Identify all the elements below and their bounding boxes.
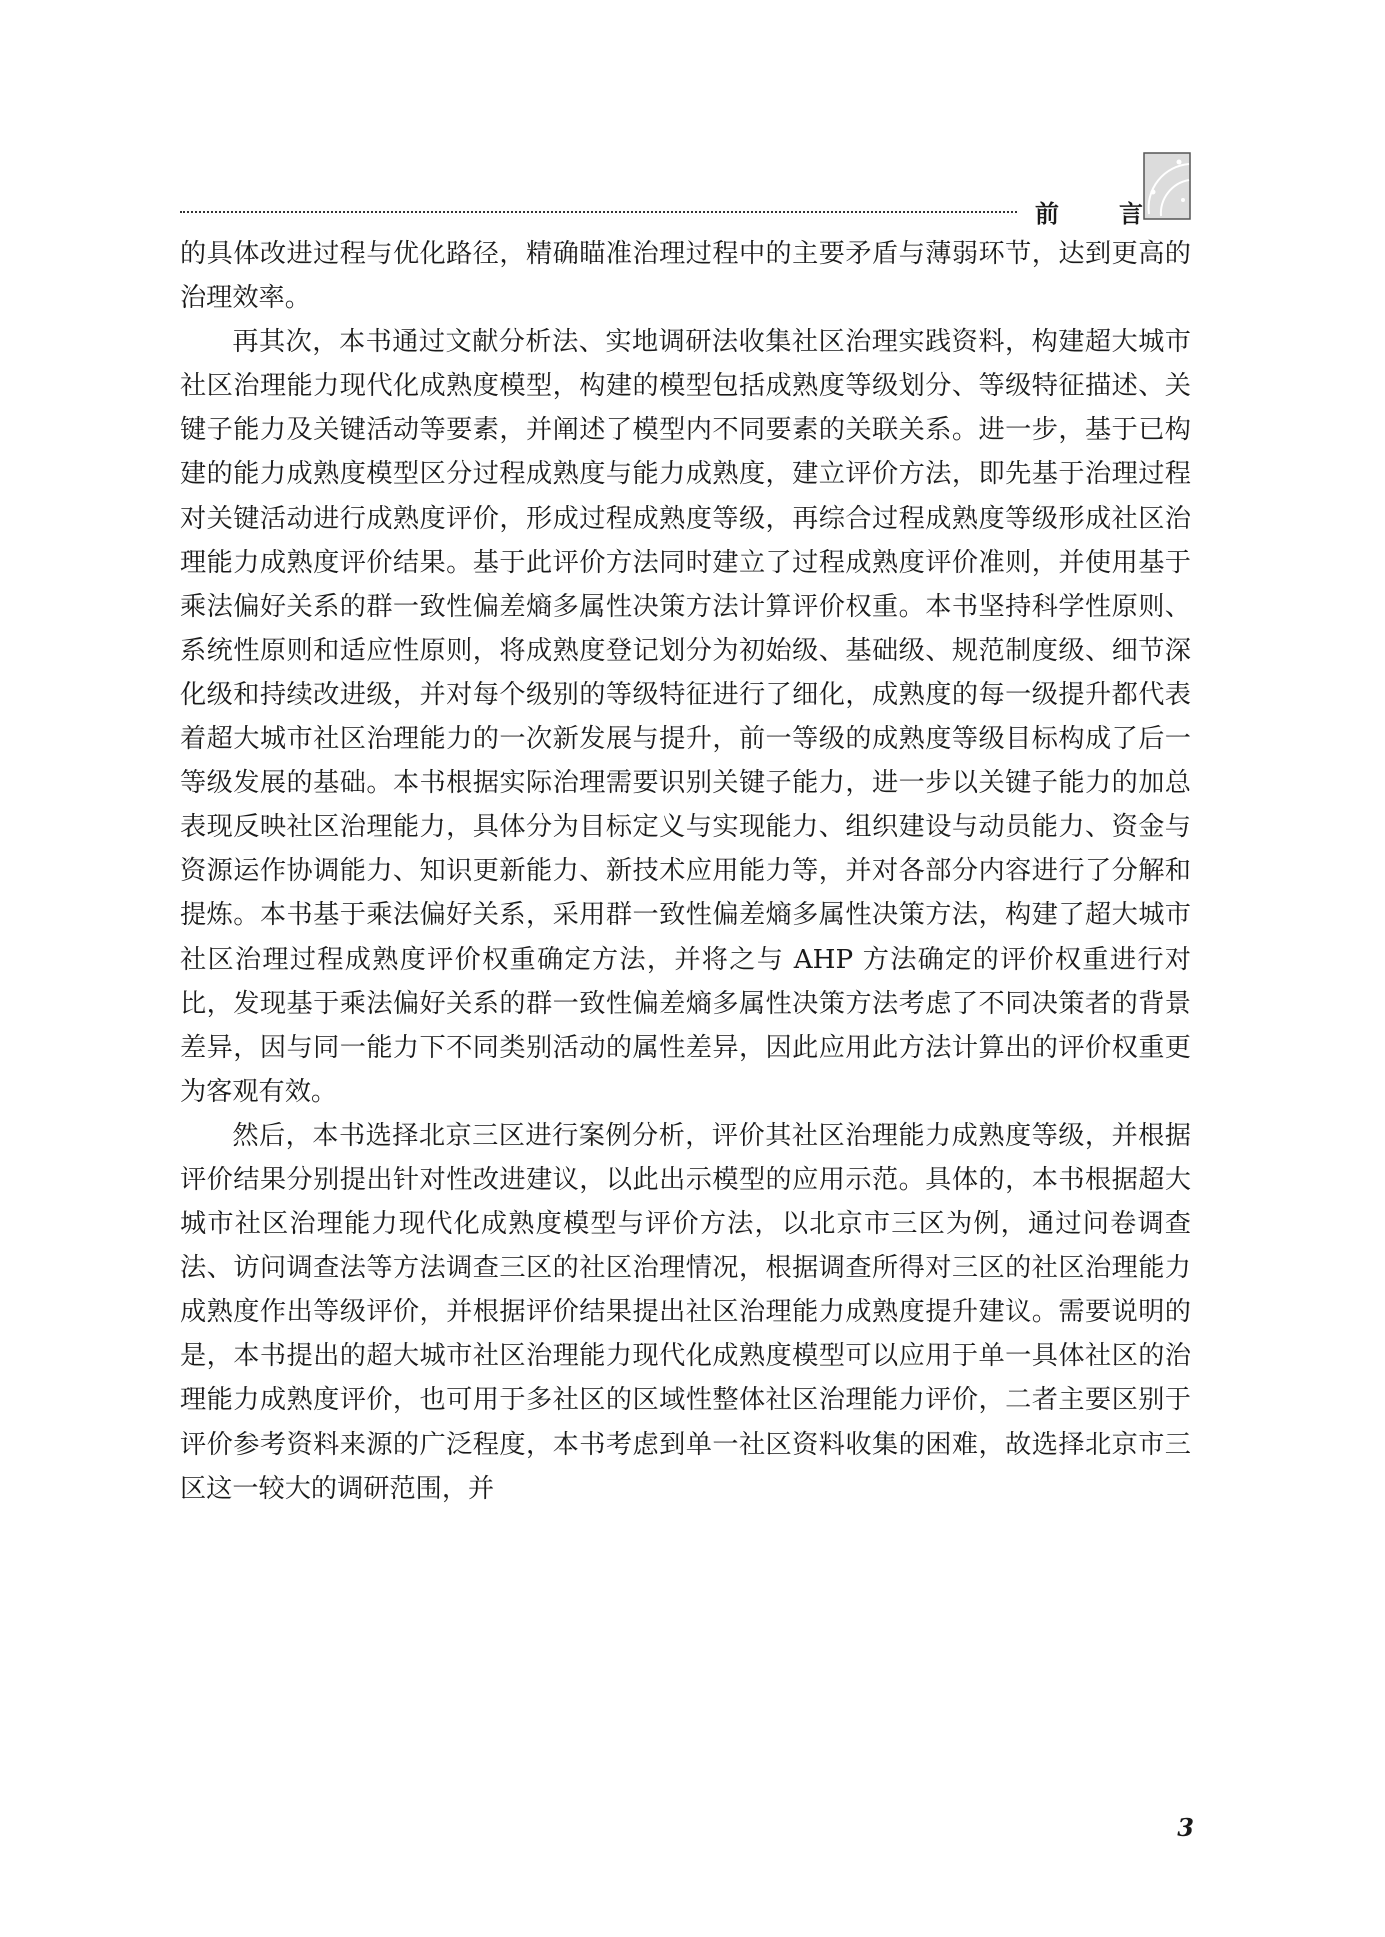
header-title-char-1: 前 <box>1035 198 1059 228</box>
header-dotted-rule <box>180 211 1017 213</box>
page-number: 3 <box>1177 1813 1194 1842</box>
paragraph-1: 的具体改进过程与优化路径，精确瞄准治理过程中的主要矛盾与薄弱环节，达到更高的治理效率。 <box>180 239 1191 314</box>
paragraph-2: 再其次，本书通过文献分析法、实地调研法收集社区治理实践资料，构建超大城市社区治理能力现代化成熟度模型，构建的模型包括成熟度等级划分、等级特征描述、关键子能力及关键活动等要素，并阐述了模型内不同要素的关联关系。进一步，基于已构建的能力成熟度模型区分过程成熟度与能力成熟度，建立评价方法，即先基于治理过程对关键活动进行成熟度评价，形成过程成熟度等级，再综合过程成熟度等级形成社区治理能力成熟度评价结果。基于此评价方法同时建立了过程成熟度评价准则，并使用基于乘法偏好关系的群一致性偏差熵多属性决策方法计算评价权重。本书坚持科学性原则、系统性原则和适应性原则，将成熟度登记划分为初始级、基础级、规范制度级、细节深化级和持续改进级，并对每个级别的等级特征进行了细化，成熟度的每一级提升都代表着超大城市社区治理能力的一次新发展与提升，前一等级的成熟度等级目标构成了后一等级发展的基础。本书根据实际治理需要识别关键子能力，进一步以关键子能力的加总表现反映社区治理能力，具体分为目标定义与实现能力、组织建设与动员能力、资金与资源运作协调能力、知识更新能力、新技术应用能力等，并对各部分内容进行了分解和提炼。本书基于乘法偏好关系，采用群一致性偏差熵多属性决策方法，构建了超大城市社区治理过程成熟度评价权重确定方法，并将之与 AHP 方法确定的评价权重进行对比，发现基于乘法偏好关系的群一致性偏差熵多属性决策方法考虑了不同决策者的背景差异，因与同一能力下不同类别活动的属性差异，因此应用此方法计算出的评价权重更为客观有效。 <box>180 327 1191 1107</box>
body-text <box>180 232 1191 1511</box>
running-header-title <box>1035 194 1143 228</box>
header-title-char-2: 言 <box>1119 198 1143 228</box>
corner-arc-ornament-icon <box>1143 152 1191 220</box>
paragraph-3: 然后，本书选择北京三区进行案例分析，评价其社区治理能力成熟度等级，并根据评价结果分别提出针对性改进建议，以此出示模型的应用示范。具体的，本书根据超大城市社区治理能力现代化成熟度模型与评价方法，以北京市三区为例，通过问卷调查法、访问调查法等方法调查三区的社区治理情况，根据调查所得对三区的社区治理能力成熟度作出等级评价，并根据评价结果提出社区治理能力成熟度提升建议。需要说明的是，本书提出的超大城市社区治理能力现代化成熟度模型可以应用于单一具体社区的治理能力成熟度评价，也可用于多社区的区域性整体社区治理能力评价，二者主要区别于评价参考资料来源的广泛程度，本书考虑到单一社区资料收集的困难，故选择北京市三区这一较大的调研范围，并 <box>180 1120 1191 1504</box>
